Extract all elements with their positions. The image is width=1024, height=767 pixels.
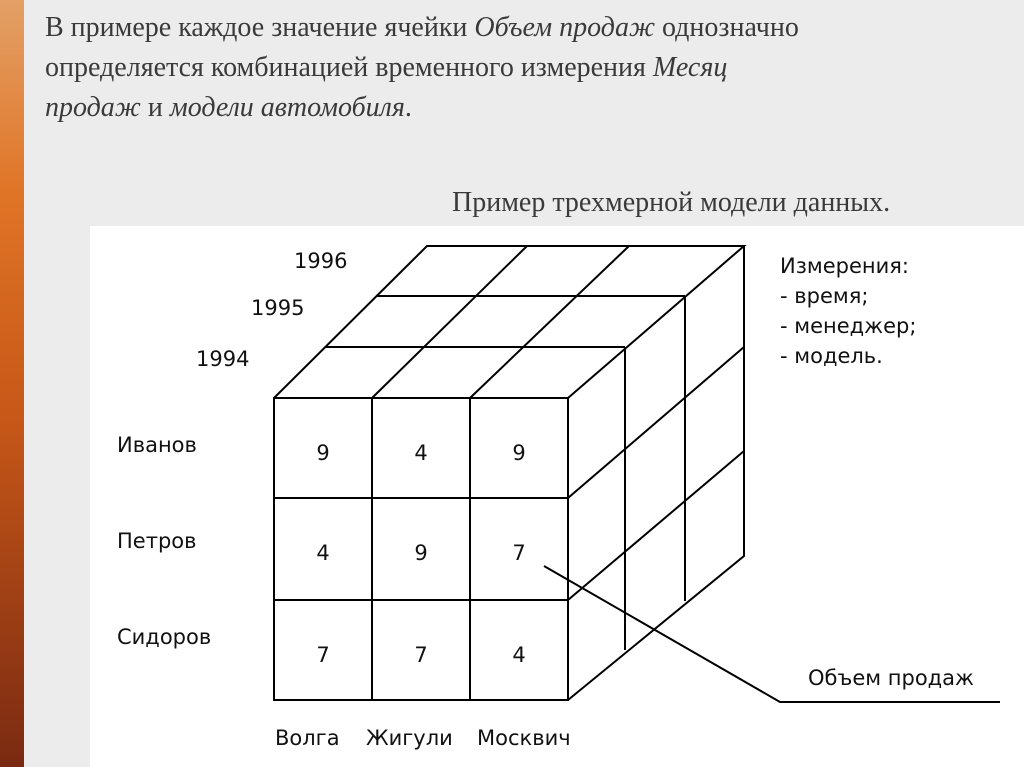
dimension-item: - время; bbox=[780, 284, 869, 308]
intro-line1-a: В примере каждое значение ячейки bbox=[45, 12, 475, 43]
cell-value: 4 bbox=[316, 541, 330, 565]
year-label: 1996 bbox=[294, 249, 348, 273]
intro-line2-a: определяется комбинацией временного измерения bbox=[45, 52, 653, 83]
model-label: Волга bbox=[275, 726, 340, 750]
manager-label: Иванов bbox=[117, 433, 197, 457]
cell-value: 7 bbox=[316, 643, 330, 667]
callout-label: Объем продаж bbox=[808, 666, 974, 690]
model-label: Москвич bbox=[477, 726, 571, 750]
year-label: 1994 bbox=[196, 347, 250, 371]
figure-panel bbox=[90, 226, 1024, 767]
cell-value: 9 bbox=[512, 441, 526, 465]
cell-value: 9 bbox=[414, 541, 428, 565]
intro-term-car-model: модели автомобиля bbox=[169, 92, 405, 123]
intro-term-sales: продаж bbox=[45, 92, 141, 123]
intro-term-month: Месяц bbox=[652, 52, 728, 83]
manager-label: Сидоров bbox=[117, 625, 212, 649]
dimension-item: - менеджер; bbox=[780, 314, 917, 338]
intro-term-sales-volume: Объем продаж bbox=[474, 12, 655, 43]
cell-value: 4 bbox=[414, 441, 428, 465]
manager-label: Петров bbox=[117, 529, 197, 553]
intro-text bbox=[45, 8, 1005, 128]
cell-value: 9 bbox=[316, 441, 330, 465]
accent-bar bbox=[0, 0, 24, 767]
figure-caption: Пример трехмерной модели данных. bbox=[452, 187, 891, 218]
data-cube-diagram bbox=[90, 226, 1024, 767]
cell-value: 7 bbox=[414, 643, 428, 667]
intro-line3-mid: и bbox=[140, 92, 170, 123]
dimensions-title: Измерения: bbox=[780, 254, 909, 278]
intro-line1-b: однозначно bbox=[654, 12, 799, 43]
cube-side-face bbox=[568, 246, 744, 700]
cell-value: 7 bbox=[512, 541, 526, 565]
model-label: Жигули bbox=[366, 726, 453, 750]
cell-value: 4 bbox=[512, 643, 526, 667]
intro-line3-end: . bbox=[404, 92, 412, 123]
dimension-item: - модель. bbox=[780, 344, 883, 368]
year-label: 1995 bbox=[251, 296, 305, 320]
